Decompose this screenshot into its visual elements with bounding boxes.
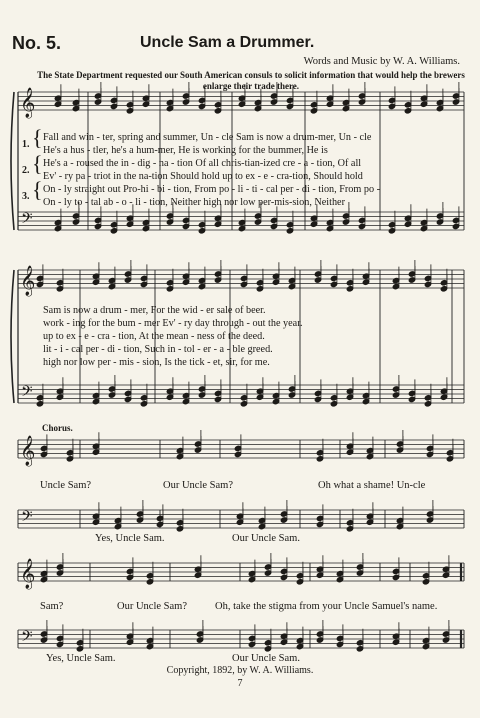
lyric-line: high nor low per - mis - sion, Is the tick - et, sir, for me. <box>43 357 270 368</box>
song-number: No. 5. <box>12 33 62 53</box>
brace: { <box>32 151 43 176</box>
chorus-lyric: Oh what a shame! Un-cle <box>318 480 426 491</box>
copyright: Copyright, 1892, by W. A. Williams. <box>166 665 314 676</box>
system-brace <box>11 92 14 230</box>
lyric-line: Ev' - ry pa - triot in the na-tion Should hold up to ex - e - cra-tion, Should hold <box>43 171 363 182</box>
chorus-lyric: Our Uncle Sam. <box>232 653 300 664</box>
credit: Words and Music by W. A. Williams. <box>303 56 460 67</box>
verse-number: 2. <box>22 165 30 176</box>
chorus-lyric: Uncle Sam? <box>40 480 92 491</box>
treble-clef-icon: 𝄞 <box>20 436 36 466</box>
lyric-line: work - ing for the bum - mer Ev' - ry day through - out the year. <box>43 318 303 329</box>
song-title: Uncle Sam a Drummer. <box>140 34 315 51</box>
lyric-line: Sam is now a drum - mer, For the wid - er sale of beer. <box>43 305 266 316</box>
treble-clef-icon: 𝄞 <box>20 266 36 296</box>
verse-number: 3. <box>22 191 30 202</box>
lyric-line: lit - i - cal per - di - tion, Such in - tol - er - a - ble greed. <box>43 344 273 355</box>
chorus-lyric: Oh, take the stigma from your Uncle Samuel's name. <box>215 601 438 612</box>
lyric-line: He's a hus - tler, he's a hum-mer, He is working for the bummer, He is <box>43 145 328 156</box>
lyric-line: On - ly to - tal ab - o - li - tion, Neither high nor low per-mis-sion, Neither <box>43 197 345 208</box>
lyric-line: Fall and win - ter, spring and summer, Un - cle Sam is now a drum-mer, Un - cle <box>43 132 372 143</box>
brace: { <box>32 177 43 202</box>
treble-clef-icon: 𝄞 <box>20 559 36 589</box>
chorus-label: Chorus. <box>42 423 73 433</box>
lyric-line: On - ly straight out Pro-hi - bi - tion, From po - li - ti - cal per - di - tion, From po - <box>43 184 380 195</box>
chorus-lyric: Our Uncle Sam. <box>232 533 300 544</box>
chorus-lyric: Our Uncle Sam? <box>163 480 233 491</box>
chorus-lyric: Yes, Uncle Sam. <box>46 653 116 664</box>
bass-clef-icon: 𝄢 <box>21 210 33 231</box>
verse-number: 1. <box>22 139 30 150</box>
bass-clef-icon: 𝄢 <box>21 383 33 404</box>
historical-note: The State Department requested our South American consuls to solicit information that would help the brewers enlarge their trade there. <box>37 70 465 91</box>
bass-clef-icon: 𝄢 <box>21 628 33 649</box>
chorus-lyric: Sam? <box>40 601 64 612</box>
chorus-lyric: Yes, Uncle Sam. <box>95 533 165 544</box>
chorus-lyric: Our Uncle Sam? <box>117 601 187 612</box>
treble-clef-icon: 𝄞 <box>20 88 36 118</box>
bass-clef-icon: 𝄢 <box>21 508 33 529</box>
brace: { <box>32 125 43 150</box>
lyric-line: He's a - roused the in - dig - na - tion Of all chris-tian-ized cre - a - tion, Of all <box>43 158 362 169</box>
lyric-line: up to ex - e - cra - tion, At the mean - ness of the deed. <box>43 331 265 342</box>
page-number: 7 <box>237 678 243 689</box>
system-brace <box>11 270 14 403</box>
